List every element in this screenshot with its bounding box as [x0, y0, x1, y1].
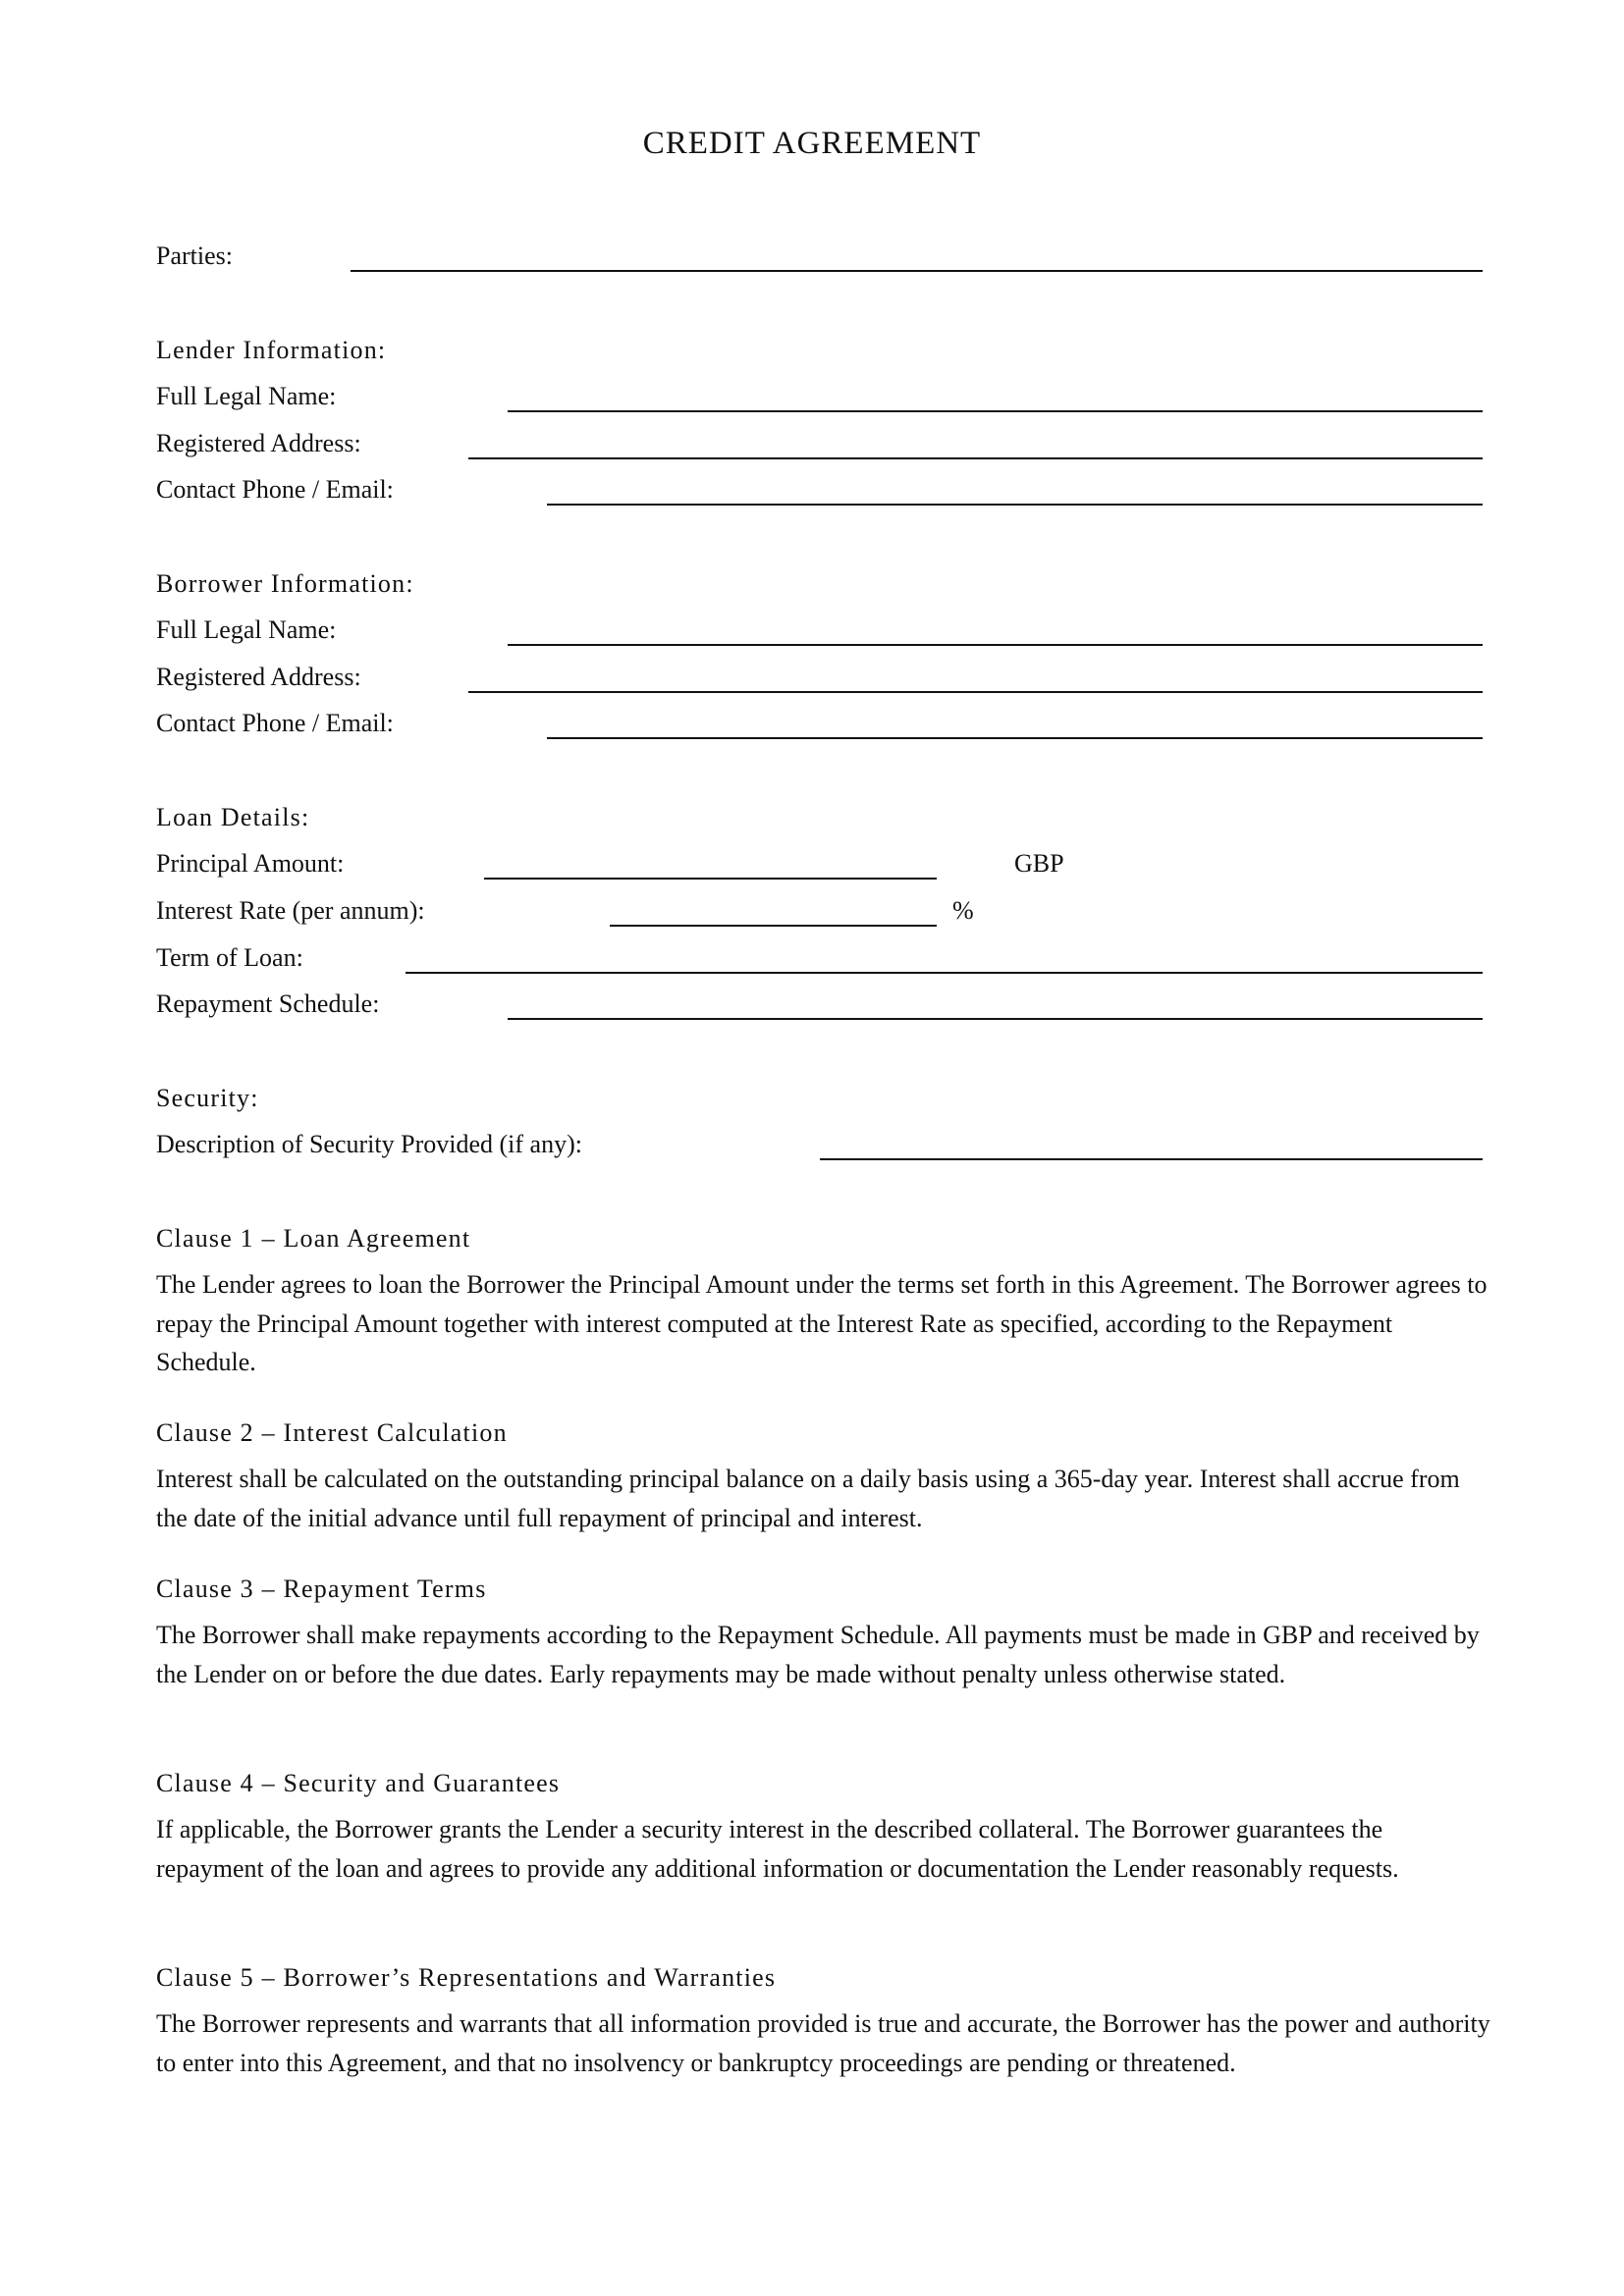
- security-description-label: Description of Security Provided (if any):: [156, 1130, 582, 1158]
- clause-5-heading: Clause 5 – Borrower’s Representations and Warranties: [156, 1963, 777, 1992]
- interest-rate-field[interactable]: [610, 925, 937, 927]
- lender-address-label: Registered Address:: [156, 429, 361, 457]
- repayment-schedule-field[interactable]: [508, 1018, 1483, 1020]
- borrower-full-name-field[interactable]: [508, 644, 1483, 646]
- security-heading: Security:: [156, 1084, 259, 1112]
- loan-heading: Loan Details:: [156, 803, 310, 831]
- security-description-field[interactable]: [820, 1158, 1483, 1160]
- borrower-address-field[interactable]: [468, 691, 1483, 693]
- clause-4-heading: Clause 4 – Security and Guarantees: [156, 1769, 561, 1797]
- interest-rate-label: Interest Rate (per annum):: [156, 896, 425, 925]
- principal-amount-field[interactable]: [484, 878, 937, 880]
- principal-currency: GBP: [1014, 849, 1064, 878]
- document-title: CREDIT AGREEMENT: [642, 126, 982, 161]
- term-of-loan-field[interactable]: [406, 972, 1483, 974]
- lender-full-name-field[interactable]: [508, 410, 1483, 412]
- principal-amount-label: Principal Amount:: [156, 849, 345, 878]
- clause-1-text: The Lender agrees to loan the Borrower the Principal Amount under the terms set forth in this Agreement. The Borrower agrees to repay the Principal Amount together with interest computed at the Interest Rate as specified, according to the Repayment Schedule.: [156, 1270, 1488, 1376]
- borrower-contact-field[interactable]: [547, 737, 1483, 739]
- lender-contact-field[interactable]: [547, 504, 1483, 506]
- clause-1-heading: Clause 1 – Loan Agreement: [156, 1224, 471, 1253]
- term-of-loan-label: Term of Loan:: [156, 943, 303, 972]
- clause-5-text: The Borrower represents and warrants that all information provided is true and accurate, the Borrower has the power and authority to enter into this Agreement, and that no insolvency or bankruptcy proceedings are pending or threatened.: [156, 2009, 1490, 2077]
- borrower-address-label: Registered Address:: [156, 663, 361, 691]
- parties-label: Parties:: [156, 241, 233, 270]
- clause-4-text: If applicable, the Borrower grants the Lender a security interest in the described collateral. The Borrower guarantees the repayment of the loan and agrees to provide any additional information or documentation the Lender reasonably requests.: [156, 1815, 1399, 1883]
- lender-address-field[interactable]: [468, 457, 1483, 459]
- borrower-heading: Borrower Information:: [156, 569, 414, 598]
- parties-field[interactable]: [351, 270, 1483, 272]
- borrower-full-name-label: Full Legal Name:: [156, 615, 337, 644]
- interest-rate-unit: %: [952, 896, 974, 925]
- clause-3-text: The Borrower shall make repayments according to the Repayment Schedule. All payments must be made in GBP and received by the Lender on or before the due dates. Early repayments may be made without penalty unless otherwise stated.: [156, 1621, 1480, 1688]
- clause-3-heading: Clause 3 – Repayment Terms: [156, 1575, 487, 1603]
- lender-heading: Lender Information:: [156, 336, 387, 364]
- clause-2-text: Interest shall be calculated on the outstanding principal balance on a daily basis using a 365-day year. Interest shall accrue from the date of the initial advance until full repayment of principal and interest.: [156, 1465, 1460, 1532]
- lender-full-name-label: Full Legal Name:: [156, 382, 337, 410]
- borrower-contact-label: Contact Phone / Email:: [156, 709, 394, 737]
- clause-2-heading: Clause 2 – Interest Calculation: [156, 1418, 508, 1447]
- repayment-schedule-label: Repayment Schedule:: [156, 989, 380, 1018]
- lender-contact-label: Contact Phone / Email:: [156, 475, 394, 504]
